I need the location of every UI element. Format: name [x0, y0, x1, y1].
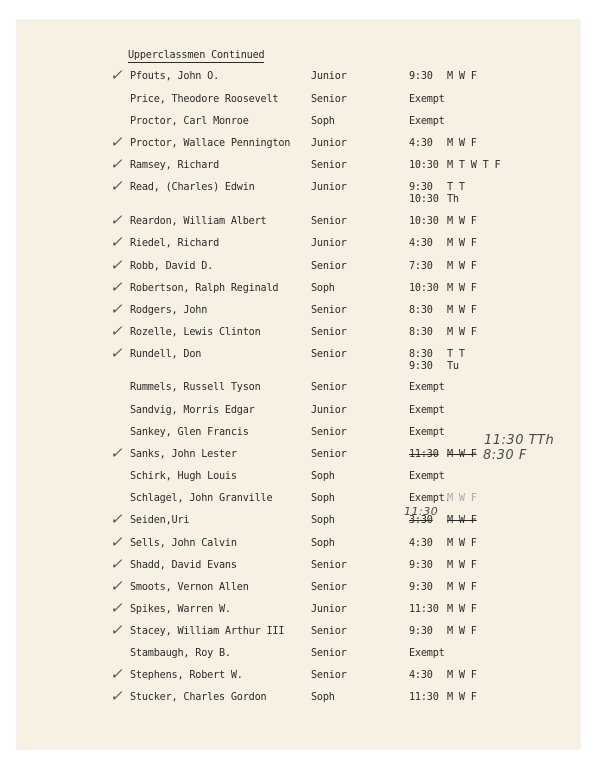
- check-mark-icon: ✓: [110, 177, 123, 195]
- check-mark-icon: ✓: [110, 322, 123, 340]
- class-year: Senior: [311, 216, 347, 227]
- student-name: Sells, John Calvin: [130, 538, 237, 549]
- class-year: Junior: [311, 182, 347, 193]
- list-row: [0, 177, 600, 205]
- check-mark-icon: ✓: [110, 344, 123, 362]
- check-mark-icon: ✓: [110, 555, 123, 573]
- class-time: 11:30: [409, 604, 439, 615]
- class-time: 7:30: [409, 261, 433, 272]
- class-time: 8:30: [409, 305, 433, 316]
- class-year: Junior: [311, 138, 347, 149]
- check-mark-icon: ✓: [110, 66, 123, 84]
- student-name: Sankey, Glen Francis: [130, 427, 249, 438]
- class-days: M W F: [447, 626, 477, 637]
- class-year: Senior: [311, 560, 347, 571]
- student-name: Riedel, Richard: [130, 238, 220, 249]
- check-mark-icon: ✓: [110, 233, 123, 251]
- class-days: M W F: [447, 261, 477, 272]
- class-days: M W F: [447, 538, 477, 549]
- student-name: Spikes, Warren W.: [130, 604, 231, 615]
- list-row: [0, 94, 600, 114]
- list-row: [0, 493, 600, 513]
- student-name: Ramsey, Richard: [130, 160, 220, 171]
- class-time: Exempt: [409, 94, 445, 105]
- class-time: 4:30: [409, 538, 433, 549]
- student-name: Robertson, Ralph Reginald: [130, 283, 279, 294]
- class-time: 10:30: [409, 216, 439, 227]
- class-days: M W F: [447, 238, 477, 249]
- class-days: T T: [447, 182, 465, 193]
- list-row: [0, 687, 600, 712]
- class-year: Senior: [311, 582, 347, 593]
- class-days: M W F: [447, 582, 477, 593]
- list-row: [0, 155, 600, 180]
- student-name: Proctor, Carl Monroe: [130, 116, 249, 127]
- list-row: [0, 344, 600, 372]
- class-days: M W F: [447, 327, 477, 338]
- class-time: 8:30: [409, 327, 433, 338]
- class-time: Exempt: [409, 471, 445, 482]
- class-days-second: Th: [447, 194, 459, 205]
- handwritten-note-seiden: 11:30: [404, 505, 439, 518]
- list-row: [0, 278, 600, 303]
- list-row: [0, 648, 600, 668]
- class-year: Soph: [311, 493, 335, 504]
- check-mark-icon: ✓: [110, 444, 123, 462]
- class-time: 4:30: [409, 138, 433, 149]
- class-days: M W F: [447, 216, 477, 227]
- class-time: Exempt: [409, 427, 445, 438]
- handwritten-note-sanks-2: 8:30 F: [483, 448, 527, 463]
- class-year: Senior: [311, 94, 347, 105]
- class-year: Senior: [311, 626, 347, 637]
- class-year: Senior: [311, 160, 347, 171]
- class-year: Senior: [311, 648, 347, 659]
- class-days: M W F: [447, 670, 477, 681]
- check-mark-icon: ✓: [110, 621, 123, 639]
- handwritten-note-sanks-1: 11:30 TTh: [484, 433, 555, 448]
- student-name: Schirk, Hugh Louis: [130, 471, 237, 482]
- student-name: Smoots, Vernon Allen: [130, 582, 249, 593]
- list-row: [0, 66, 600, 91]
- class-days: M W F: [447, 305, 477, 316]
- class-time: Exempt.: [409, 493, 451, 504]
- class-days: M W F: [447, 692, 477, 703]
- class-days: M W F: [447, 493, 477, 504]
- check-mark-icon: ✓: [110, 155, 123, 173]
- class-days: M W F: [447, 449, 477, 460]
- student-name: Pfouts, John O.: [130, 71, 220, 82]
- class-time: 10:30: [409, 160, 439, 171]
- class-year: Senior: [311, 427, 347, 438]
- class-year: Soph: [311, 116, 335, 127]
- student-name: Sanks, John Lester: [130, 449, 237, 460]
- class-time: Exempt: [409, 648, 445, 659]
- class-time: Exempt: [409, 405, 445, 416]
- check-mark-icon: ✓: [110, 278, 123, 296]
- class-time: 10:30: [409, 283, 439, 294]
- list-row: [0, 621, 600, 646]
- class-time-second: 10:30: [409, 194, 439, 205]
- class-days: M T W T F: [447, 160, 501, 171]
- class-year: Junior: [311, 238, 347, 249]
- list-row: [0, 233, 600, 258]
- check-mark-icon: ✓: [110, 133, 123, 151]
- list-row: [0, 211, 600, 236]
- student-name: Read, (Charles) Edwin: [130, 182, 255, 193]
- class-time: 9:30: [409, 626, 433, 637]
- student-name: Price, Theodore Roosevelt: [130, 94, 279, 105]
- class-days-second: Tu: [447, 361, 459, 372]
- class-time: 11:30: [409, 449, 439, 460]
- check-mark-icon: ✓: [110, 687, 123, 705]
- class-time: 9:30: [409, 182, 433, 193]
- list-row: [0, 405, 600, 425]
- class-days: M W F: [447, 138, 477, 149]
- list-row: [0, 133, 600, 158]
- class-time: 8:30: [409, 349, 433, 360]
- class-days: M W F: [447, 71, 477, 82]
- class-time: Exempt: [409, 116, 445, 127]
- check-mark-icon: ✓: [110, 533, 123, 551]
- check-mark-icon: ✓: [110, 577, 123, 595]
- student-name: Schlagel, John Granville: [130, 493, 273, 504]
- student-name: Rozelle, Lewis Clinton: [130, 327, 261, 338]
- class-days: M W F: [447, 560, 477, 571]
- class-year: Senior: [311, 349, 347, 360]
- list-row: [0, 471, 600, 491]
- class-year: Senior: [311, 449, 347, 460]
- class-days: M W F: [447, 283, 477, 294]
- student-name: Stambaugh, Roy B.: [130, 648, 231, 659]
- list-row: [0, 256, 600, 281]
- class-year: Junior: [311, 604, 347, 615]
- class-time: 11:30: [409, 692, 439, 703]
- class-year: Soph: [311, 515, 335, 526]
- student-name: Reardon, William Albert: [130, 216, 267, 227]
- student-name: Shadd, David Evans: [130, 560, 237, 571]
- class-time: Exempt: [409, 382, 445, 393]
- student-name: Rodgers, John: [130, 305, 208, 316]
- student-name: Stephens, Robert W.: [130, 670, 243, 681]
- student-name: Proctor, Wallace Pennington: [130, 138, 291, 149]
- class-days: T T: [447, 349, 465, 360]
- class-year: Junior: [311, 71, 347, 82]
- class-time-second: 9:30: [409, 361, 433, 372]
- check-mark-icon: ✓: [110, 300, 123, 318]
- student-name: Rundell, Don: [130, 349, 202, 360]
- class-days: M W F: [447, 604, 477, 615]
- class-time: 9:30: [409, 582, 433, 593]
- class-year: Senior: [311, 670, 347, 681]
- check-mark-icon: ✓: [110, 256, 123, 274]
- class-year: Soph: [311, 538, 335, 549]
- student-name: Seiden,Uri: [130, 515, 190, 526]
- list-row: [0, 665, 600, 690]
- list-row: [0, 599, 600, 624]
- check-mark-icon: ✓: [110, 599, 123, 617]
- class-year: Senior: [311, 261, 347, 272]
- class-days: M W F: [447, 515, 477, 526]
- class-time: 9:30: [409, 71, 433, 82]
- student-name: Rummels, Russell Tyson: [130, 382, 261, 393]
- check-mark-icon: ✓: [110, 665, 123, 683]
- class-time: 9:30: [409, 560, 433, 571]
- class-year: Soph: [311, 471, 335, 482]
- class-year: Senior: [311, 327, 347, 338]
- class-year: Soph: [311, 692, 335, 703]
- check-mark-icon: ✓: [110, 510, 123, 528]
- student-name: Stucker, Charles Gordon: [130, 692, 267, 703]
- list-row: [0, 116, 600, 136]
- page-heading: Upperclassmen Continued: [128, 50, 265, 61]
- list-row: [0, 382, 600, 402]
- list-row: [0, 300, 600, 325]
- list-row: [0, 577, 600, 602]
- class-time: 4:30: [409, 670, 433, 681]
- class-year: Senior: [311, 382, 347, 393]
- student-name: Stacey, William Arthur III: [130, 626, 285, 637]
- class-year: Senior: [311, 305, 347, 316]
- class-time: 3:30: [409, 515, 433, 526]
- class-time: 4:30: [409, 238, 433, 249]
- list-row: [0, 555, 600, 580]
- list-row: [0, 533, 600, 558]
- class-year: Junior: [311, 405, 347, 416]
- student-name: Sandvig, Morris Edgar: [130, 405, 255, 416]
- class-year: Soph: [311, 283, 335, 294]
- list-row: [0, 322, 600, 347]
- student-name: Robb, David D.: [130, 261, 214, 272]
- check-mark-icon: ✓: [110, 211, 123, 229]
